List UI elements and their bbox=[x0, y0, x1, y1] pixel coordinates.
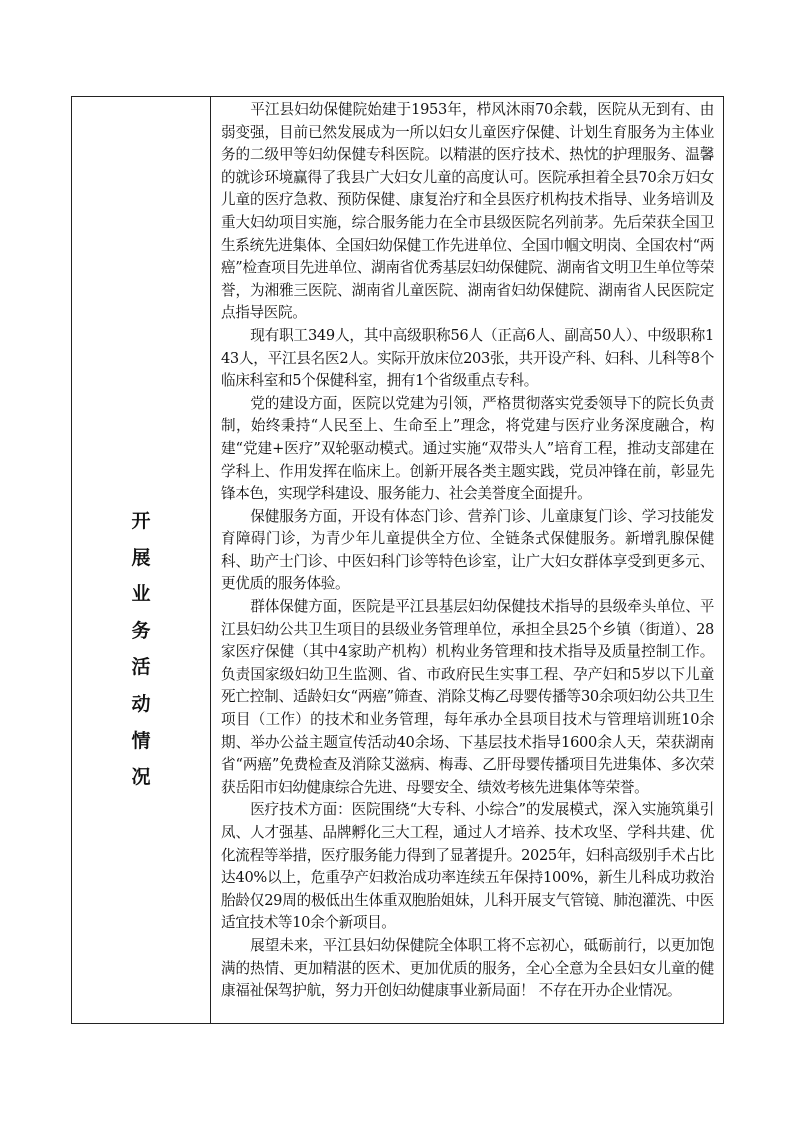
label-cell bbox=[72, 97, 211, 1023]
paragraph-outlook: 展望未来，平江县妇幼保健院全体职工将不忘初心，砥砺前行，以更加饱满的热情、更加精湛的医术、更加优质的服务，全心全意为全县妇女儿童的健康福祉保驾护航，努力开创妇幼健康事业新局面！ 不存在开办企业情况。 bbox=[221, 936, 714, 1000]
paragraph-health-services: 保健服务方面，开设有体态门诊、营养门诊、儿童康复门诊、学习技能发育障碍门诊，为青少年儿童提供全方位、全链条式保健服务。新增乳腺保健科、助产士门诊、中医妇科门诊等特色诊室，让广大妇女群体享受到更多元、更优质的服务体验。 bbox=[221, 507, 714, 593]
paragraph-staff: 现有职工349人，其中高级职称56人（正高6人、副高50人）、中级职称143人，平江县名医2人。实际开放床位203张，共开设产科、妇科、儿科等8个临床科室和5个保健科室，拥有1个省级重点专科。 bbox=[221, 326, 714, 390]
label-char: 况 bbox=[131, 766, 151, 789]
activity-table bbox=[71, 96, 724, 1024]
content-cell bbox=[211, 97, 723, 1023]
label-char: 展 bbox=[131, 546, 151, 569]
label-char: 情 bbox=[131, 729, 151, 752]
label-char: 业 bbox=[131, 583, 151, 606]
paragraph-hospital-overview: 平江县妇幼保健院始建于1953年，栉风沐雨70余载，医院从无到有、由弱变强，目前已然发展成为一所以妇女儿童医疗保健、计划生育服务为主体业务的二级甲等妇幼保健专科医院。以精湛的医疗技术、热忱的护理服务、温馨的就诊环境赢得了我县广大妇女儿童的高度认可。医院承担着全县70余万妇女儿童的医疗急救、预防保健、康复治疗和全县医疗机构技术指导、业务培训及重大妇幼项目实施，综合服务能力在全市县级医院名列前茅。先后荣获全国卫生系统先进集体、全国妇幼保健工作先进单位、全国巾帼文明岗、全国农村“两癌”检查项目先进单位、湖南省优秀基层妇幼保健院、湖南省文明卫生单位等荣誉，为湘雅三医院、湖南省儿童医院、湖南省妇幼保健院、湖南省人民医院定点指导医院。 bbox=[221, 101, 714, 322]
label-char: 务 bbox=[131, 619, 151, 642]
row-label bbox=[72, 503, 210, 796]
label-char: 开 bbox=[131, 510, 151, 532]
paragraph-group-health: 群体保健方面，医院是平江县基层妇幼保健技术指导的县级牵头单位、平江县妇幼公共卫生项目的县级业务管理单位，承担全县25个乡镇（街道）、28家医疗保健（其中4家助产机构）机构业务管理和技术指导及质量控制工作。负责国家级妇幼卫生监测、省、市政府民生实事工程、孕产妇和5岁以下儿童死亡控制、适龄妇女“两癌”筛查、消除艾梅乙母婴传播等30余项妇幼公共卫生项目（工作）的技术和业务管理，每年承办全县项目技术与管理培训班10余期、举办公益主题宣传活动40余场、下基层技术指导1600余人天，荣获湖南省“两癌”免费检查及消除艾滋病、梅毒、乙肝母婴传播项目先进集体、多次荣获岳阳市妇幼健康综合先进、母婴安全、绩效考核先进集体等荣誉。 bbox=[221, 598, 714, 796]
paragraph-medical-technology: 医疗技术方面：医院围绕“大专科、小综合”的发展模式，深入实施筑巢引凤、人才强基、品牌孵化三大工程，通过人才培养、技术攻坚、学科共建、优化流程等举措，医疗服务能力得到了显著提升。2025年，妇科高级别手术占比达40%以上，危重孕产妇救治成功率连续五年保持100%，新生儿科成功救治胎龄仅29周的极低出生体重双胞胎姐妹，儿科开展支气管镜、肺泡灌洗、中医适宜技术等10余个新项目。 bbox=[221, 801, 714, 932]
label-char: 动 bbox=[131, 692, 151, 715]
label-char: 活 bbox=[131, 656, 151, 679]
paragraph-party-building: 党的建设方面，医院以党建为引领，严格贯彻落实党委领导下的院长负责制，始终秉持“人民至上、生命至上”理念，将党建与医疗业务深度融合，构建“党建+医疗”双轮驱动模式。通过实施“双带头人”培育工程，推动支部建在学科上、作用发挥在临床上。创新开展各类主题实践，党员冲锋在前，彰显先锋本色，实现学科建设、服务能力、社会美誉度全面提升。 bbox=[221, 394, 714, 503]
